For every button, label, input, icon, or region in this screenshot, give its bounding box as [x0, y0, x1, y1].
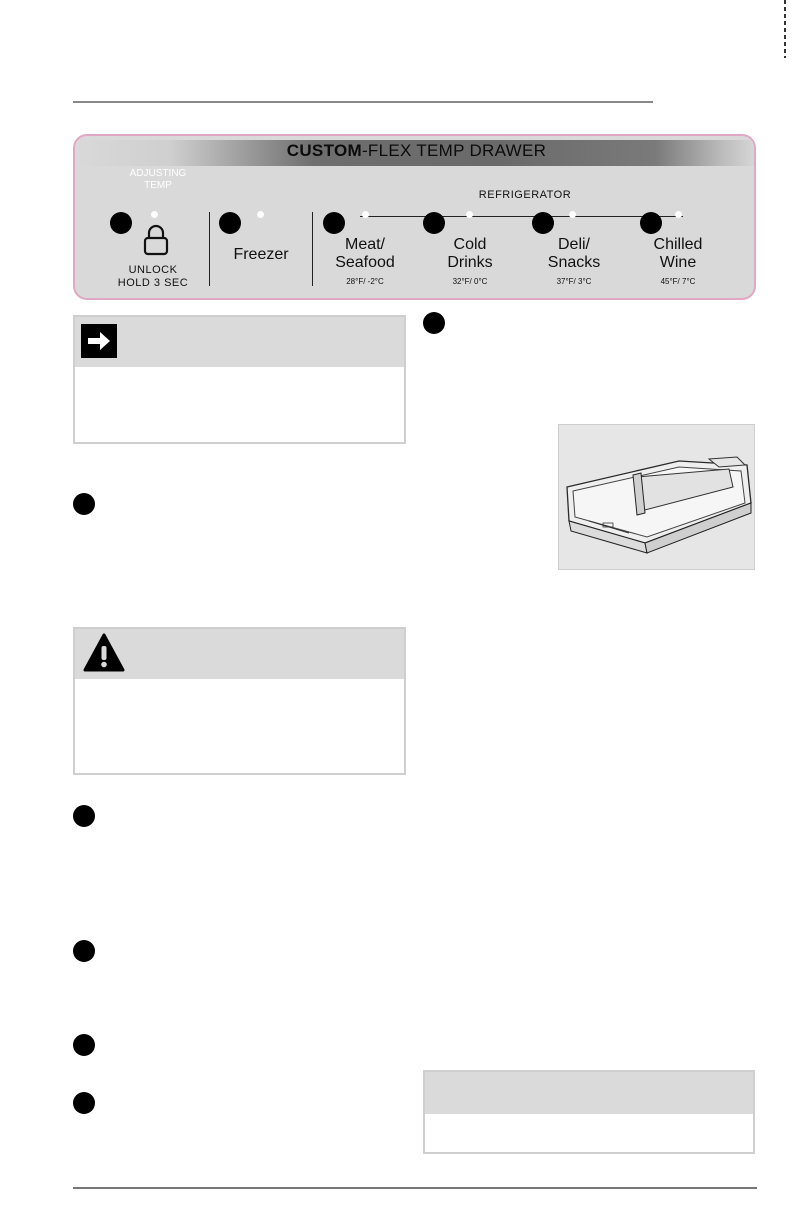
bullet-marker — [423, 312, 445, 334]
refrigerator-connector-line — [360, 216, 683, 217]
callout-marker — [110, 212, 132, 234]
freezer-button[interactable]: Freezer — [233, 246, 289, 263]
drawer-illustration — [558, 424, 755, 570]
note-box-header — [75, 317, 404, 367]
adjusting-temp-label: ADJUSTING TEMP — [129, 168, 187, 191]
note-box — [423, 1070, 755, 1154]
cut-line — [783, 0, 787, 58]
panel-divider — [209, 212, 210, 286]
panel-title-bold: CUSTOM — [286, 141, 362, 160]
adjusting-temp-led — [151, 211, 158, 218]
bullet-marker — [73, 493, 95, 515]
header-rule — [73, 101, 653, 103]
deli-snacks-button[interactable]: Deli/ Snacks — [547, 236, 601, 271]
drawer-drawing — [559, 425, 756, 571]
callout-marker — [219, 212, 241, 234]
warning-box — [73, 627, 406, 775]
deli-snacks-led — [569, 211, 576, 218]
control-panel — [73, 134, 756, 300]
deli-snacks-temp: 37°F/ 3°C — [556, 277, 592, 286]
meat-seafood-led — [362, 211, 369, 218]
chilled-wine-temp: 45°F/ 7°C — [660, 277, 696, 286]
chilled-wine-led — [675, 211, 682, 218]
warning-triangle-icon — [82, 632, 126, 674]
bullet-marker — [73, 1092, 95, 1114]
freezer-led — [257, 211, 264, 218]
note-box — [73, 315, 406, 444]
cold-drinks-temp: 32°F/ 0°C — [452, 277, 488, 286]
panel-title — [75, 141, 756, 161]
cold-drinks-led — [466, 211, 473, 218]
callout-marker — [640, 212, 662, 234]
footer-rule — [73, 1187, 757, 1189]
refrigerator-label: REFRIGERATOR — [478, 189, 572, 201]
chilled-wine-button[interactable]: Chilled Wine — [653, 236, 703, 271]
unlock-label[interactable]: UNLOCK HOLD 3 SEC — [117, 264, 189, 289]
callout-marker — [423, 212, 445, 234]
meat-seafood-temp: 28°F/ -2°C — [346, 277, 384, 286]
arrow-right-icon — [81, 324, 117, 358]
bullet-marker — [73, 805, 95, 827]
panel-divider — [312, 212, 313, 286]
cold-drinks-button[interactable]: Cold Drinks — [447, 236, 493, 271]
note-box-header — [425, 1072, 753, 1114]
callout-marker — [532, 212, 554, 234]
meat-seafood-button[interactable]: Meat/ Seafood — [335, 236, 395, 271]
panel-title-rest: -FLEX TEMP DRAWER — [361, 141, 547, 160]
warning-box-header — [75, 629, 404, 679]
callout-marker — [323, 212, 345, 234]
bullet-marker — [73, 940, 95, 962]
bullet-marker — [73, 1034, 95, 1056]
lock-icon[interactable] — [143, 224, 169, 256]
